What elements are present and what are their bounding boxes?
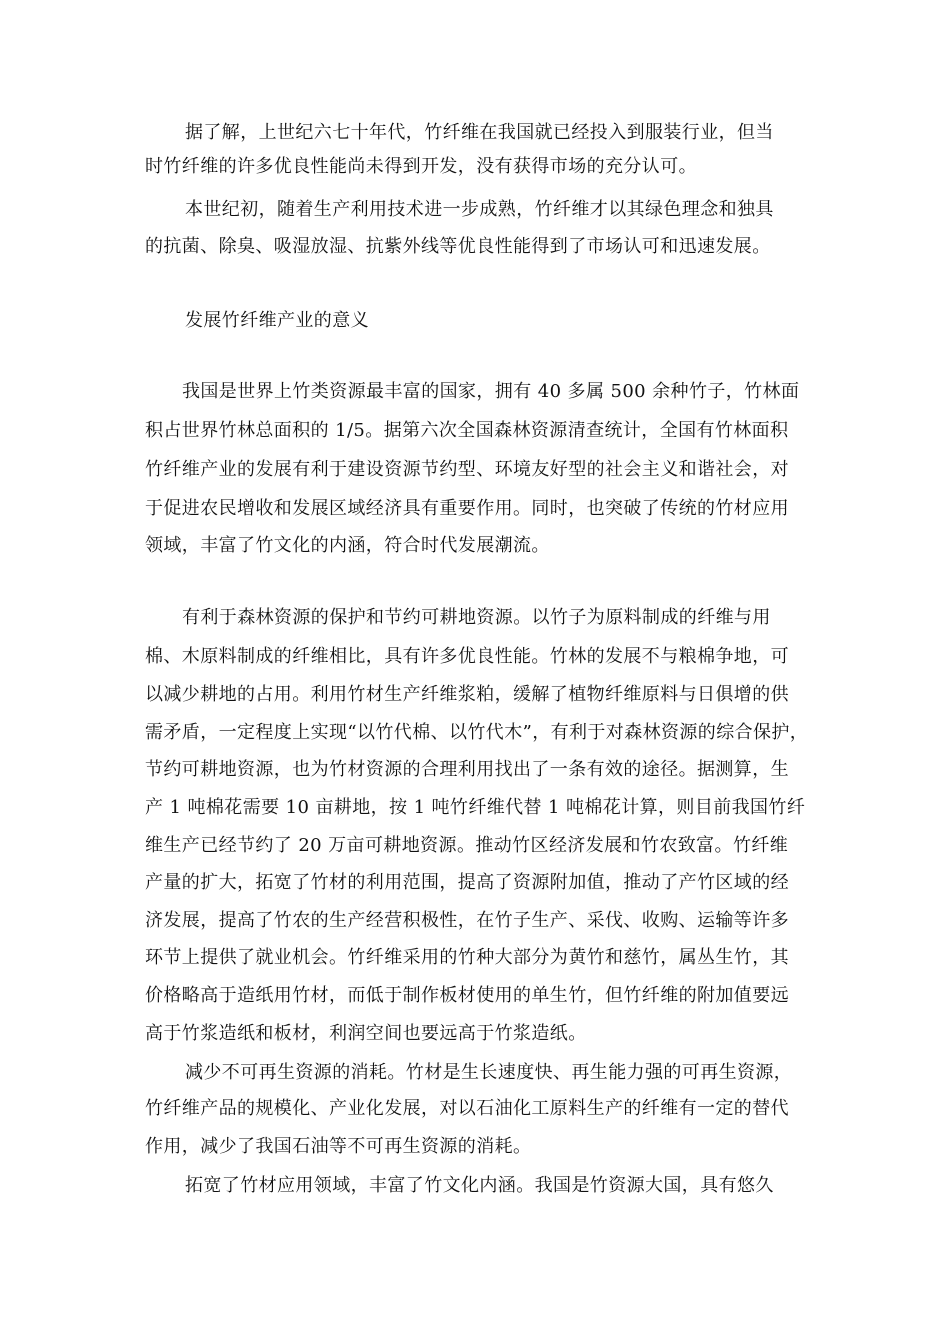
- text-line: 据了解，上世纪六七十年代，竹纤维在我国就已经投入到服装行业，但当: [185, 122, 774, 143]
- text-line: 维生产已经节约了 20 万亩可耕地资源。推动竹区经济发展和竹农致富。竹纤维: [145, 835, 789, 856]
- text-line: 节约可耕地资源，也为竹材资源的合理利用找出了一条有效的途径。据测算，生: [145, 759, 789, 780]
- heading-text: 发展竹纤维产业的意义: [185, 310, 369, 331]
- text-line: 价格略高于造纸用竹材，而低于制作板材使用的单生竹，但竹纤维的附加值要远: [145, 985, 789, 1006]
- text-line: 我国是世界上竹类资源最丰富的国家，拥有 40 多属 500 余种竹子，竹林面: [182, 381, 800, 402]
- text-line: 作用，减少了我国石油等不可再生资源的消耗。: [145, 1136, 532, 1157]
- text-line: 积占世界竹林总面积的 1/5。据第六次全国森林资源清查统计，全国有竹林面积: [145, 420, 789, 441]
- text-line: 于促进农民增收和发展区域经济具有重要作用。同时，也突破了传统的竹材应用: [145, 498, 789, 519]
- text-line: 济发展，提高了竹农的生产经营积极性，在竹子生产、采伐、收购、运输等许多: [145, 910, 789, 931]
- text-line: 产量的扩大，拓宽了竹材的利用范围，提高了资源附加值，推动了产竹区域的经: [145, 872, 789, 893]
- text-line: 棉、木原料制成的纤维相比，具有许多优良性能。竹林的发展不与粮棉争地，可: [145, 646, 789, 667]
- text-line: 以减少耕地的占用。利用竹材生产纤维浆粕，缓解了植物纤维原料与日俱增的供: [145, 684, 789, 705]
- text-line: 有利于森林资源的保护和节约可耕地资源。以竹子为原料制成的纤维与用: [182, 607, 771, 628]
- text-line: 领域，丰富了竹文化的内涵，符合时代发展潮流。: [145, 535, 550, 556]
- text-line: 时竹纤维的许多优良性能尚未得到开发，没有获得市场的充分认可。: [145, 156, 697, 177]
- text-line: 竹纤维产业的发展有利于建设资源节约型、环境友好型的社会主义和谐社会，对: [145, 459, 789, 480]
- text-line: 产 1 吨棉花需要 10 亩耕地，按 1 吨竹纤维代替 1 吨棉花计算，则目前我国竹纤: [145, 797, 806, 818]
- text-line: 本世纪初，随着生产利用技术进一步成熟，竹纤维才以其绿色理念和独具: [185, 199, 774, 220]
- text-line: 需矛盾，一定程度上实现“以竹代棉、以竹代木”，有利于对森林资源的综合保护，: [145, 722, 809, 743]
- text-line: 竹纤维产品的规模化、产业化发展，对以石油化工原料生产的纤维有一定的替代: [145, 1098, 789, 1119]
- text-line: 减少不可再生资源的消耗。竹材是生长速度快、再生能力强的可再生资源，: [185, 1062, 793, 1083]
- text-line: 环节上提供了就业机会。竹纤维采用的竹种大部分为黄竹和慈竹，属丛生竹，其: [145, 947, 789, 968]
- text-line: 的抗菌、除臭、吸湿放湿、抗紫外线等优良性能得到了市场认可和迅速发展。: [145, 236, 771, 257]
- text-line: 高于竹浆造纸和板材，利润空间也要远高于竹浆造纸。: [145, 1023, 587, 1044]
- text-line: 拓宽了竹材应用领域，丰富了竹文化内涵。我国是竹资源大国，具有悠久: [185, 1175, 774, 1196]
